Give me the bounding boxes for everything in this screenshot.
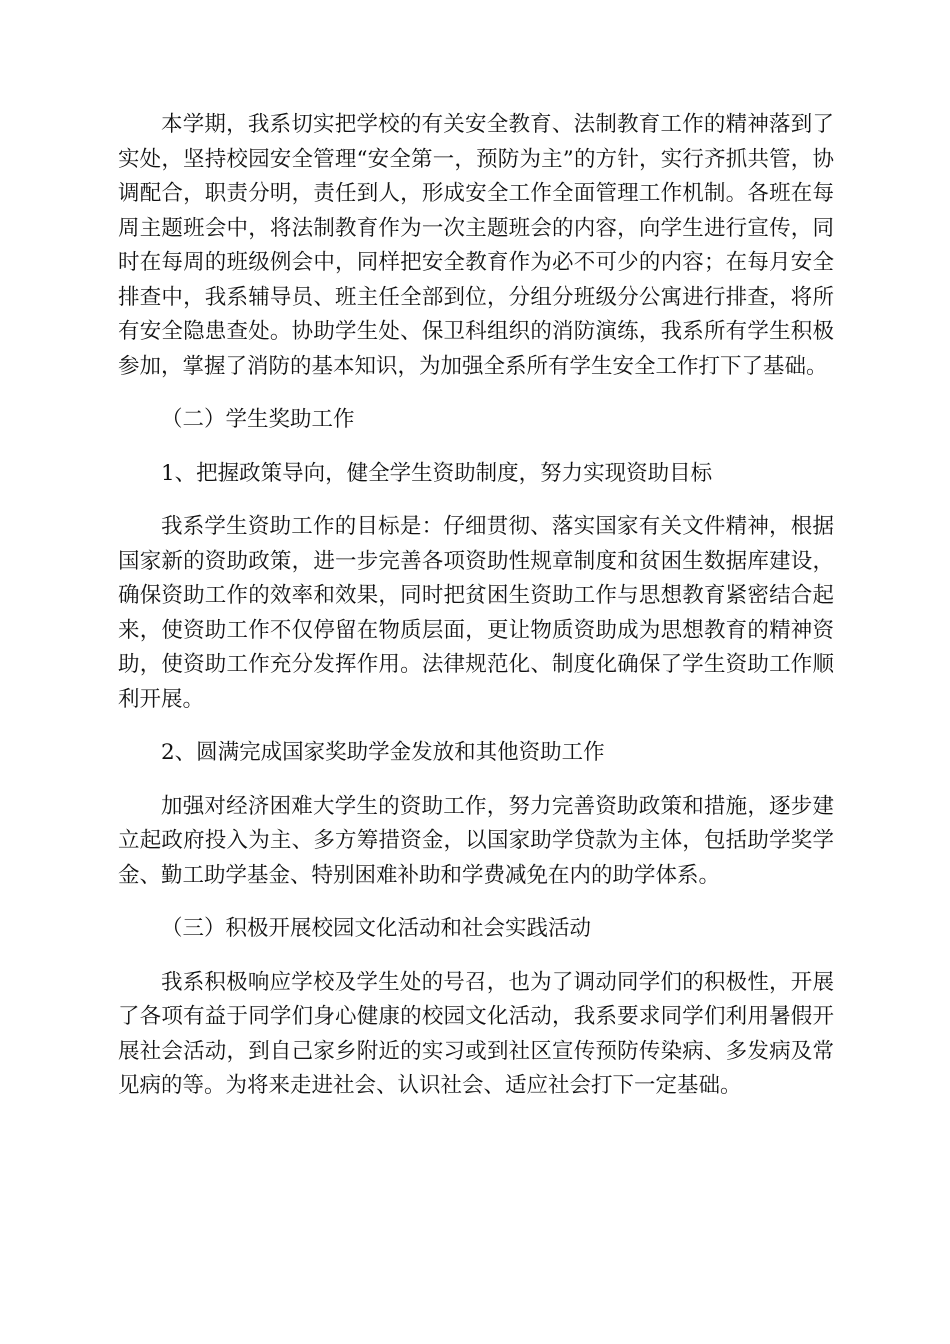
paragraph-safety-education: 本学期，我系切实把学校的有关安全教育、法制教育工作的精神落到了实处，坚持校园安全管理“安全第一，预防为主”的方针，实行齐抓共管，协调配合，职责分明，责任到人，形成安全工作全面管理工作机制。各班在每周主题班会中，将法制教育作为一次主题班会的内容，向学生进行宣传，同时在每周的班级例会中，同样把安全教育作为必不可少的内容；在每月安全排查中，我系辅导员、班主任全部到位，分组分班级分公寓进行排查，将所有安全隐患查处。协助学生处、保卫科组织的消防演练，我系所有学生积极参加，掌握了消防的基本知识，为加强全系所有学生安全工作打下了基础。 <box>118 112 834 379</box>
paragraph-gap <box>118 384 834 403</box>
section-heading-student-aid: （二）学生奖助工作 <box>161 407 355 432</box>
paragraph-aid-goals: 我系学生资助工作的目标是：仔细贯彻、落实国家有关文件精神，根据国家新的资助政策，进一步完善各项资助性规章制度和贫困生数据库建设，确保资助工作的效率和效果，同时把贫困生资助工作与思想教育紧密结合起来，使资助工作不仅停留在物质层面，更让物质资助成为思想教育的精神资助，使资助工作充分发挥作用。法律规范化、制度化确保了学生资助工作顺利开展。 <box>118 514 834 712</box>
subheading-scholarship-distribution: 2、圆满完成国家奖助学金发放和其他资助工作 <box>161 740 605 765</box>
paragraph-gap <box>118 893 834 912</box>
document-body <box>118 108 834 1104</box>
paragraph-gap <box>118 947 834 966</box>
paragraph-gap <box>118 717 834 736</box>
paragraph-gap <box>118 771 834 790</box>
subheading-policy-guidance: 1、把握政策导向，健全学生资助制度，努力实现资助目标 <box>161 460 713 486</box>
paragraph-campus-activities: 我系积极响应学校及学生处的号召，也为了调动同学们的积极性，开展了各项有益于同学们身心健康的校园文化活动，我系要求同学们利用暑假开展社会活动，到自己家乡附近的实习或到社区宣传预防传染病、多发病及常见病的等。为将来走进社会、认识社会、适应社会打下一定基础。 <box>118 969 834 1098</box>
section-heading-campus-culture: （三）积极开展校园文化活动和社会实践活动 <box>161 916 592 941</box>
paragraph-gap <box>118 491 834 510</box>
paragraph-aid-system: 加强对经济困难大学生的资助工作，努力完善资助政策和措施，逐步建立起政府投入为主、多方筹措资金，以国家助学贷款为主体，包括助学奖学金、勤工助学基金、特别困难补助和学费减免在内的助学体系。 <box>118 793 834 888</box>
paragraph-gap <box>118 438 834 457</box>
